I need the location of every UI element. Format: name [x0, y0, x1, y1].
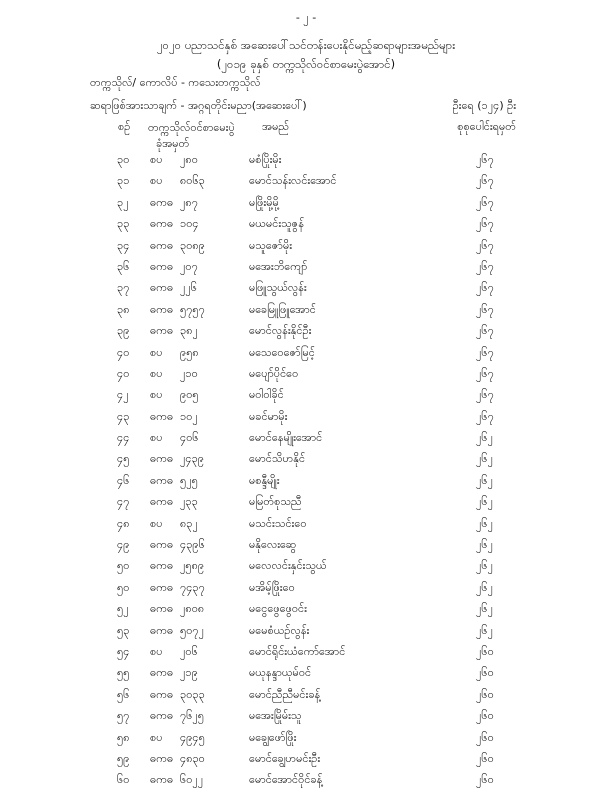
exam-id-prefix: ဓကဓ	[150, 709, 174, 723]
total-score: ၂၆၀	[476, 687, 494, 701]
exam-id-prefix: ဓကဓ	[150, 602, 174, 616]
student-name: မောင်နေမျိုးအောင်	[249, 431, 323, 445]
row-number: ၃၀	[117, 153, 130, 166]
exam-id-prefix: ဓကဓ	[150, 580, 174, 594]
exam-id-prefix: စပ	[150, 516, 163, 530]
table-row	[0, 470, 612, 491]
total-score: ၂၆၀	[476, 773, 494, 787]
student-name: မောင်ညီညီမင်းခန့်	[249, 687, 321, 701]
exam-id-prefix: စပ	[150, 153, 163, 166]
total-score: ၂၆၂	[476, 623, 493, 637]
exam-id-prefix: ဓကဓ	[150, 324, 174, 338]
student-name: မောင်သန်းလင်းအောင်	[249, 174, 337, 188]
table-body	[0, 149, 612, 791]
column-header-no: စဉ်	[118, 120, 131, 133]
exam-id-number: ၂၈၀၈	[180, 602, 205, 616]
row-number: ၄၉	[117, 538, 130, 552]
student-name: မငွေဖွေဖွေဝင်း	[249, 602, 307, 616]
table-row	[0, 256, 612, 277]
table-row	[0, 170, 612, 191]
student-name: မစန္ဒီမျိုး	[249, 473, 280, 487]
student-name: မပျော်ပိုင်ဝေ	[249, 366, 299, 380]
exam-id-number: ၆၀၂၂	[180, 773, 204, 787]
student-name: မောင်အောင်ဝိုင်ခန့်	[249, 773, 323, 787]
row-number: ၄၆	[117, 473, 130, 487]
exam-id-number: ၂၃၃	[180, 495, 198, 509]
student-name: မနိုလေးဆွေ	[249, 538, 297, 552]
exam-id-number: ၂၀၇	[180, 259, 198, 273]
exam-id-prefix: ဓကဓ	[150, 452, 174, 466]
total-score: ၂၆၇	[476, 195, 494, 209]
page-number: - ၂ -	[295, 11, 317, 24]
column-header-id	[148, 120, 235, 152]
total-score: ၂၆၂	[476, 516, 493, 530]
student-name: မောင်ချွေဟမင်းဦး	[249, 751, 321, 765]
row-number: ၆၀	[117, 773, 130, 787]
exam-id-number: ၁၀၂	[180, 409, 198, 423]
total-score: ၂၆၇	[476, 217, 494, 231]
table-row	[0, 748, 612, 769]
university-line: တက္ကသိုလ်/ ကောလိပ် - ကသေးတက္ကသိုလ်	[90, 76, 261, 89]
table-row	[0, 448, 612, 469]
exam-id-prefix: စပ	[150, 644, 163, 658]
row-number: ၄၃	[117, 409, 130, 423]
exam-id-number: ၂၂၆	[180, 281, 197, 295]
student-name: မမေစံယဉ်လွန်း	[249, 623, 310, 637]
total-score: ၂၆၇	[476, 345, 494, 359]
row-number: ၅၈	[117, 730, 130, 744]
exam-id-prefix: ဓကဓ	[150, 409, 174, 423]
exam-id-number: ၄၀၆	[180, 431, 199, 445]
exam-id-number: ၅၇၅၇	[180, 302, 205, 316]
exam-id-prefix: စပ	[150, 431, 163, 445]
exam-id-prefix: စပ	[150, 388, 163, 402]
exam-id-number: ၂၀၆	[180, 644, 198, 658]
student-name: မသင်းသင်းဝေ	[249, 516, 307, 530]
table-row	[0, 491, 612, 512]
row-number: ၅၃	[117, 623, 130, 637]
subject-line: ဆရာဖြစ်အားသာချက် - အဂ္ဂရတိုင်းမညာ(အဆေးပေါ်)	[90, 99, 307, 112]
row-number: ၃၁	[117, 174, 130, 188]
exam-id-prefix: ဓကဓ	[150, 666, 174, 680]
table-row	[0, 384, 612, 405]
exam-id-number: ၅၀၇၂	[180, 623, 204, 637]
total-score: ၂၆၂	[476, 559, 493, 573]
exam-id-prefix: စပ	[150, 366, 163, 380]
total-score: ၂၆၇	[476, 324, 494, 338]
exam-id-prefix: ဓကဓ	[150, 217, 174, 231]
total-score: ၂၆၇	[476, 174, 494, 188]
student-name: မဖြိုးမို့မို့	[249, 195, 279, 209]
exam-id-number: ၄၈၃၀	[180, 751, 205, 765]
table-row	[0, 769, 612, 790]
total-score: ၂၆၀	[476, 666, 494, 680]
total-score: ၂၆၂	[476, 602, 493, 616]
student-name: မစံပြိုးမိုး	[249, 153, 282, 166]
total-score: ၂၆၇	[476, 238, 494, 252]
total-score: ၂၆၀	[476, 751, 494, 765]
total-score: ၂၆၀	[476, 730, 494, 744]
exam-id-prefix: စပ	[150, 730, 163, 744]
exam-id-number: ၇၆၂၅	[180, 709, 204, 723]
row-number: ၅၄	[117, 644, 130, 658]
exam-id-number: ၉၅၈	[180, 345, 199, 359]
exam-id-prefix: ဓကဓ	[150, 623, 174, 637]
exam-id-number: ၂၈၇	[180, 195, 198, 209]
row-number: ၅၇	[117, 709, 130, 723]
table-row	[0, 342, 612, 363]
row-number: ၄၀	[117, 345, 130, 359]
exam-id-prefix: စပ	[150, 345, 163, 359]
row-number: ၄၂	[117, 388, 129, 402]
table-row	[0, 555, 612, 576]
table-row	[0, 684, 612, 705]
total-score: ၂၆၇	[476, 366, 494, 380]
row-number: ၄၀	[117, 366, 130, 380]
column-header-id-line2: ခုံအမှတ်	[156, 137, 190, 150]
student-name: မောင်လွန်းနိုင်ဦး	[249, 324, 312, 338]
exam-id-number: ၁၀၄	[180, 217, 199, 231]
exam-id-prefix: ဓကဓ	[150, 751, 174, 765]
total-score: ၂၆၇	[476, 259, 494, 273]
exam-id-number: ၈၀၆၃	[180, 174, 205, 188]
table-row	[0, 727, 612, 748]
student-name: မချွေဖော်ဖြိုး	[249, 730, 297, 744]
total-count: ဦးရေ (၁၂၄) ဦး	[452, 99, 516, 112]
exam-id-number: ၂၁၉	[180, 666, 198, 680]
exam-id-prefix: ဓကဓ	[150, 495, 174, 509]
exam-id-number: ၂၅၈၉	[180, 559, 205, 573]
table-row	[0, 662, 612, 683]
student-name: မသူဇော်မိုး	[249, 238, 293, 252]
table-row	[0, 192, 612, 213]
row-number: ၄၈	[117, 516, 130, 530]
exam-id-number: ၂၁၀	[180, 366, 198, 380]
table-row	[0, 598, 612, 619]
student-name: မောင်သိဟနိုင်	[249, 452, 306, 466]
student-name: မအိမ့်ဖြိုးဝေ	[249, 580, 295, 594]
total-score: ၂၆၇	[476, 409, 494, 423]
student-name: မယမင်းသူဇွန်	[249, 217, 305, 231]
total-score: ၂၆၂	[476, 452, 493, 466]
student-name: မဖြူသွယ်လွန်း	[249, 281, 307, 295]
table-row	[0, 277, 612, 298]
student-name: မသေဝေဇော်မြင့်	[249, 345, 315, 359]
table-row	[0, 577, 612, 598]
exam-id-number: ၃၈၂	[180, 324, 198, 338]
row-number: ၅၀	[117, 559, 130, 573]
total-score: ၂၆၂	[476, 431, 493, 445]
exam-id-prefix: ဓကဓ	[150, 559, 174, 573]
student-name: မလေလင်းနှင်းသွယ်	[249, 559, 327, 573]
exam-id-number: ၉၀၅	[180, 388, 199, 402]
row-number: ၃၆	[117, 259, 130, 273]
table-row	[0, 320, 612, 341]
exam-id-prefix: ဓကဓ	[150, 238, 174, 252]
table-row	[0, 299, 612, 320]
total-score: ၂၆၇	[476, 302, 494, 316]
total-score: ၂၆၇	[476, 153, 494, 166]
total-score: ၂၆၀	[476, 709, 494, 723]
exam-id-prefix: ဓကဓ	[150, 195, 174, 209]
table-row	[0, 213, 612, 234]
column-header-name: အမည်	[262, 120, 290, 133]
row-number: ၅၀	[117, 580, 130, 594]
column-header-id-line1: တက္ကသိုလ်ဝင်စာမေးပွဲ	[148, 121, 235, 134]
table-row	[0, 513, 612, 534]
exam-id-prefix: စပ	[150, 174, 163, 188]
row-number: ၃၇	[117, 281, 130, 295]
total-score: ၂၆၂	[476, 538, 493, 552]
exam-id-prefix: ဓကဓ	[150, 259, 174, 273]
exam-id-number: ၂၈၀	[180, 153, 198, 166]
student-name: မခင်မာမိုး	[249, 409, 288, 423]
exam-id-prefix: ဓကဓ	[150, 773, 174, 787]
exam-id-number: ၃၀၃၃	[180, 687, 205, 701]
table-row	[0, 705, 612, 726]
total-score: ၂၆၂	[476, 495, 493, 509]
total-score: ၂၆၀	[476, 644, 494, 658]
row-number: ၃၈	[117, 302, 130, 316]
total-score: ၂၆၇	[476, 388, 494, 402]
document-title: ၂၀၂၀ ပညာသင်နှစ် အဆေးပေါ်သင်တန်းပေးနိုင်မည့်ဆရာများအမည်များ	[156, 38, 456, 52]
row-number: ၃၉	[117, 324, 130, 338]
table-row	[0, 641, 612, 662]
row-number: ၅၂	[117, 602, 129, 616]
row-number: ၅၅	[117, 666, 130, 680]
student-name: မယုနန္ဒာယုမ်ဝင်	[249, 666, 312, 680]
row-number: ၄၄	[117, 431, 130, 445]
exam-id-number: ၂၄၃၉	[180, 452, 204, 466]
exam-id-prefix: ဓကဓ	[150, 687, 174, 701]
student-name: မဝါဝါခိုင်	[249, 388, 284, 402]
row-number: ၅၉	[117, 751, 130, 765]
row-number: ၄၇	[117, 495, 130, 509]
row-number: ၃၂	[117, 195, 129, 209]
exam-id-prefix: ဓကဓ	[150, 281, 174, 295]
student-name: မအေးမြိုမ်းသူ	[249, 709, 302, 723]
table-row	[0, 235, 612, 256]
student-name: မခေမြူဖြူအောင်	[249, 302, 316, 316]
exam-id-number: ၃၀၈၉	[180, 238, 205, 252]
student-name: မောင်ရိုင်းယံကော်အောင်	[249, 644, 346, 658]
exam-id-prefix: ဓကဓ	[150, 538, 174, 552]
student-name: မမြတ်စုသညီ	[249, 495, 302, 509]
row-number: ၃၃	[117, 217, 130, 231]
total-score: ၂၆၂	[476, 580, 493, 594]
table-row	[0, 620, 612, 641]
total-score: ၂၆၇	[476, 281, 494, 295]
table-row	[0, 534, 612, 555]
exam-id-prefix: ဓကဓ	[150, 473, 174, 487]
table-row	[0, 363, 612, 384]
exam-id-number: ၄၉၄၅	[180, 730, 205, 744]
table-row	[0, 406, 612, 427]
total-score: ၂၆၂	[476, 473, 493, 487]
exam-id-prefix: ဓကဓ	[150, 302, 174, 316]
exam-id-number: ၄၃၉၆	[180, 538, 205, 552]
table-row	[0, 427, 612, 448]
student-name: မအေးဘိကျော်	[249, 259, 308, 273]
row-number: ၄၅	[117, 452, 130, 466]
column-header-score: စုစုပေါင်းရမှတ်	[457, 120, 516, 133]
document-subtitle: (၂၀၁၉ ခုနှစ် တက္ကသိုလ်ဝင်စာမေးပွဲအောင်)	[216, 57, 396, 71]
exam-id-number: ၅၂၅	[180, 473, 198, 487]
row-number: ၅၆	[117, 687, 130, 701]
row-number: ၃၄	[117, 238, 130, 252]
exam-id-number: ၇၄၃၇	[180, 580, 205, 594]
table-row	[0, 149, 612, 170]
exam-id-number: ၈၃၂	[180, 516, 198, 530]
